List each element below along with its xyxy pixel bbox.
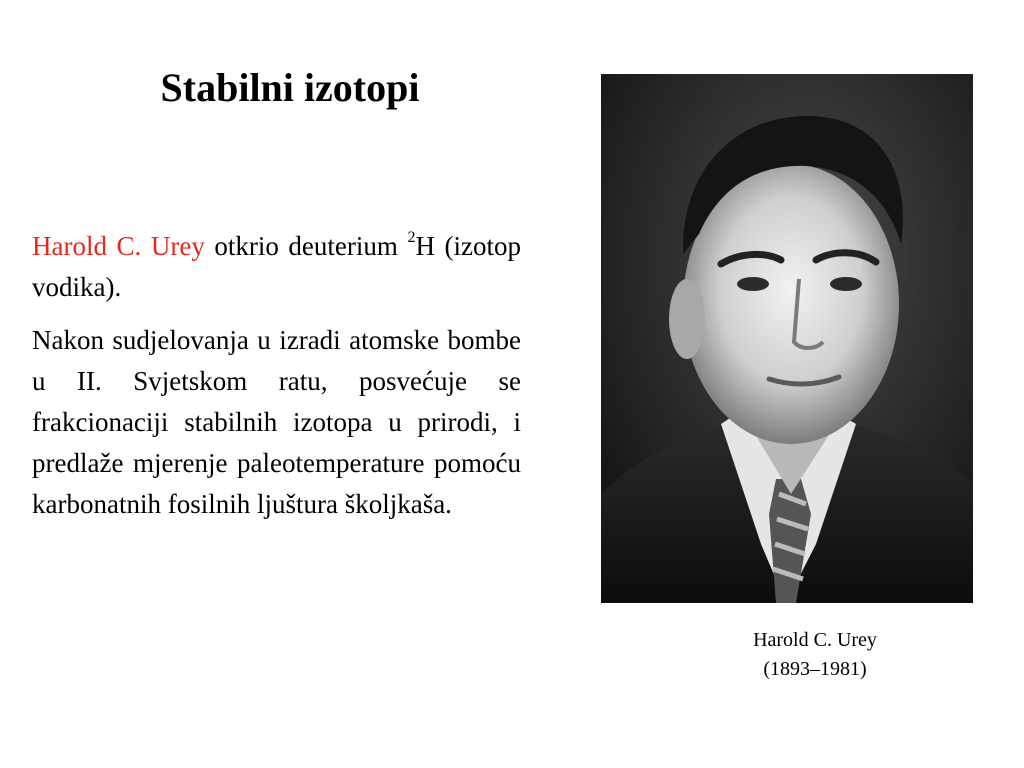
slide-body-text: [32, 226, 521, 537]
portrait-caption: [690, 626, 940, 684]
paragraph-career: Nakon sudjelovanja u izradi atomske bombe u II. Svjetskom ratu, posvećuje se frakcionaciji stabilnih izotopa u prirodi, i predlaže mjerenje paleotemperature pomoću karbonatnih fosilnih ljuštura školjkaša.: [32, 325, 521, 519]
isotope-mass-number: 2: [407, 229, 416, 246]
discovery-text: otkrio deuterium: [204, 231, 408, 261]
portrait-photo: [601, 74, 973, 603]
slide-title: Stabilni izotopi: [160, 65, 420, 110]
paragraph-discovery: [32, 226, 521, 308]
scientist-name-highlight: Harold C. Urey: [32, 231, 205, 261]
caption-name: Harold C. Urey: [753, 629, 877, 651]
portrait-illustration: [601, 74, 973, 603]
isotope-text: H (izotop vodika).: [32, 231, 521, 302]
caption-years: (1893–1981): [763, 658, 867, 680]
